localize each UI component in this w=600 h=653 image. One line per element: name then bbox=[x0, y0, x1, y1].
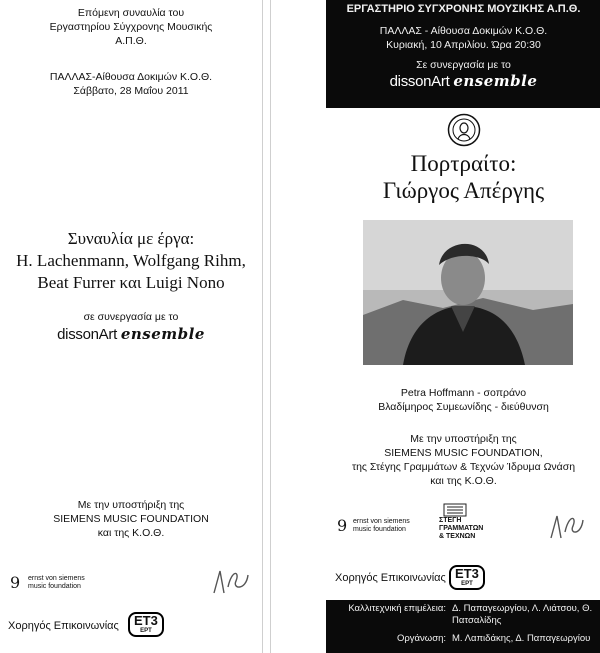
brand-disson: dissonArt bbox=[389, 73, 450, 90]
etv-sub: ΕΡΤ bbox=[461, 581, 473, 587]
performers bbox=[326, 386, 600, 414]
siemens-mark-icon: 9 bbox=[10, 573, 21, 592]
support-block bbox=[326, 432, 600, 488]
concert-line: H. Lachenmann, Wolfgang Rihm, bbox=[16, 251, 246, 270]
support-line: Με την υποστήριξη της bbox=[77, 499, 185, 511]
venue: ΠΑΛΛΑΣ-Αίθουσα Δοκιμών Κ.Ο.Θ. bbox=[49, 71, 213, 83]
support-block bbox=[0, 498, 262, 540]
etv-logo bbox=[449, 565, 485, 590]
support-line: και της Κ.Ο.Θ. bbox=[97, 527, 165, 539]
stegi-line: ΣΤΕΓΗ bbox=[439, 517, 462, 524]
media-sponsor-label: Χορηγός Επικοινωνίας bbox=[8, 620, 119, 632]
composer-photo bbox=[363, 220, 573, 365]
support-line: Με την υποστήριξη της bbox=[410, 433, 517, 445]
date: Σάββατο, 28 Μαΐου 2011 bbox=[73, 85, 189, 97]
support-line: της Στέγης Γραμμάτων & Τεχνών Ίδρυμα Ωνάση bbox=[351, 461, 576, 473]
support-line: SIEMENS MUSIC FOUNDATION bbox=[53, 513, 209, 525]
header-title: ΕΡΓΑΣΤΗΡΙΟ ΣΥΓΧΡΟΝΗΣ ΜΟΥΣΙΚΗΣ Α.Π.Θ. bbox=[346, 3, 581, 15]
signature-icon bbox=[547, 510, 587, 544]
header-venue: ΠΑΛΛΑΣ - Αίθουσα Δοκιμών Κ.Ο.Θ. bbox=[379, 25, 548, 37]
credit-key: Οργάνωση: bbox=[397, 633, 446, 644]
credit-row bbox=[326, 603, 600, 627]
right-page bbox=[270, 0, 600, 653]
intro-line: Α.Π.Θ. bbox=[115, 35, 147, 47]
credit-value: Δ. Παπαγεωργίου, Λ. Λιάτσου, Θ. Πατσαλίδης bbox=[452, 603, 593, 626]
etv-logo bbox=[128, 612, 164, 637]
concert-line: Συναυλία με έργα: bbox=[67, 229, 195, 248]
siemens-line: music foundation bbox=[353, 526, 406, 533]
etv-mark: ΕΤ3 bbox=[134, 613, 158, 628]
brand-ensemble: ensemble bbox=[453, 72, 538, 90]
siemens-line: ernst von siemens bbox=[353, 518, 410, 525]
siemens-line: ernst von siemens bbox=[28, 575, 85, 582]
header-date: Κυριακή, 10 Απριλίου. Ώρα 20:30 bbox=[386, 39, 541, 51]
signature-icon bbox=[210, 565, 252, 599]
performer: Βλαδίμηρος Συμεωνίδης - διεύθυνση bbox=[378, 401, 549, 413]
concert-title bbox=[0, 228, 262, 294]
brand-disson: dissonArt bbox=[57, 326, 117, 343]
support-line: και της Κ.Ο.Θ. bbox=[430, 475, 497, 487]
siemens-line: music foundation bbox=[28, 583, 81, 590]
university-seal-icon bbox=[447, 113, 481, 147]
title-line: Πορτραίτο: bbox=[410, 151, 517, 176]
onassis-logo bbox=[439, 503, 509, 541]
dissonart-logo bbox=[326, 72, 600, 90]
media-sponsor-label: Χορηγός Επικοινωνίας bbox=[335, 572, 446, 584]
intro-line: Επόμενη συναυλία του bbox=[77, 7, 185, 19]
brand-ensemble: ensemble bbox=[120, 325, 205, 343]
performer: Petra Hoffmann - σοπράνο bbox=[400, 387, 527, 399]
title-line: Γιώργος Απέργης bbox=[382, 178, 545, 203]
stegi-mark-icon bbox=[443, 503, 467, 517]
support-line: SIEMENS MUSIC FOUNDATION, bbox=[384, 447, 543, 459]
intro-block bbox=[0, 6, 262, 48]
stegi-line: ΓΡΑΜΜΑΤΩΝ bbox=[439, 525, 484, 532]
header-collab: Σε συνεργασία με το bbox=[416, 59, 511, 71]
dissonart-logo bbox=[0, 325, 262, 343]
stegi-line: & ΤΕΧΝΩΝ bbox=[439, 533, 476, 540]
concert-line: Beat Furrer και Luigi Nono bbox=[37, 273, 225, 292]
etv-mark: ΕΤ3 bbox=[455, 566, 479, 581]
venue-block bbox=[0, 70, 262, 98]
etv-sub: ΕΡΤ bbox=[140, 628, 152, 634]
credit-value: Μ. Λαπιδάκης, Δ. Παπαγεωργίου bbox=[452, 633, 591, 644]
left-page bbox=[0, 0, 263, 653]
intro-line: Εργαστηρίου Σύγχρονης Μουσικής bbox=[49, 21, 213, 33]
portrait-title bbox=[326, 150, 600, 204]
credit-row bbox=[326, 633, 600, 645]
collab-text: σε συνεργασία με το bbox=[83, 311, 179, 323]
credit-key: Καλλιτεχνική επιμέλεια: bbox=[348, 603, 446, 614]
siemens-mark-icon: 9 bbox=[337, 516, 348, 535]
credits-band bbox=[326, 600, 600, 653]
header-band bbox=[326, 0, 600, 108]
